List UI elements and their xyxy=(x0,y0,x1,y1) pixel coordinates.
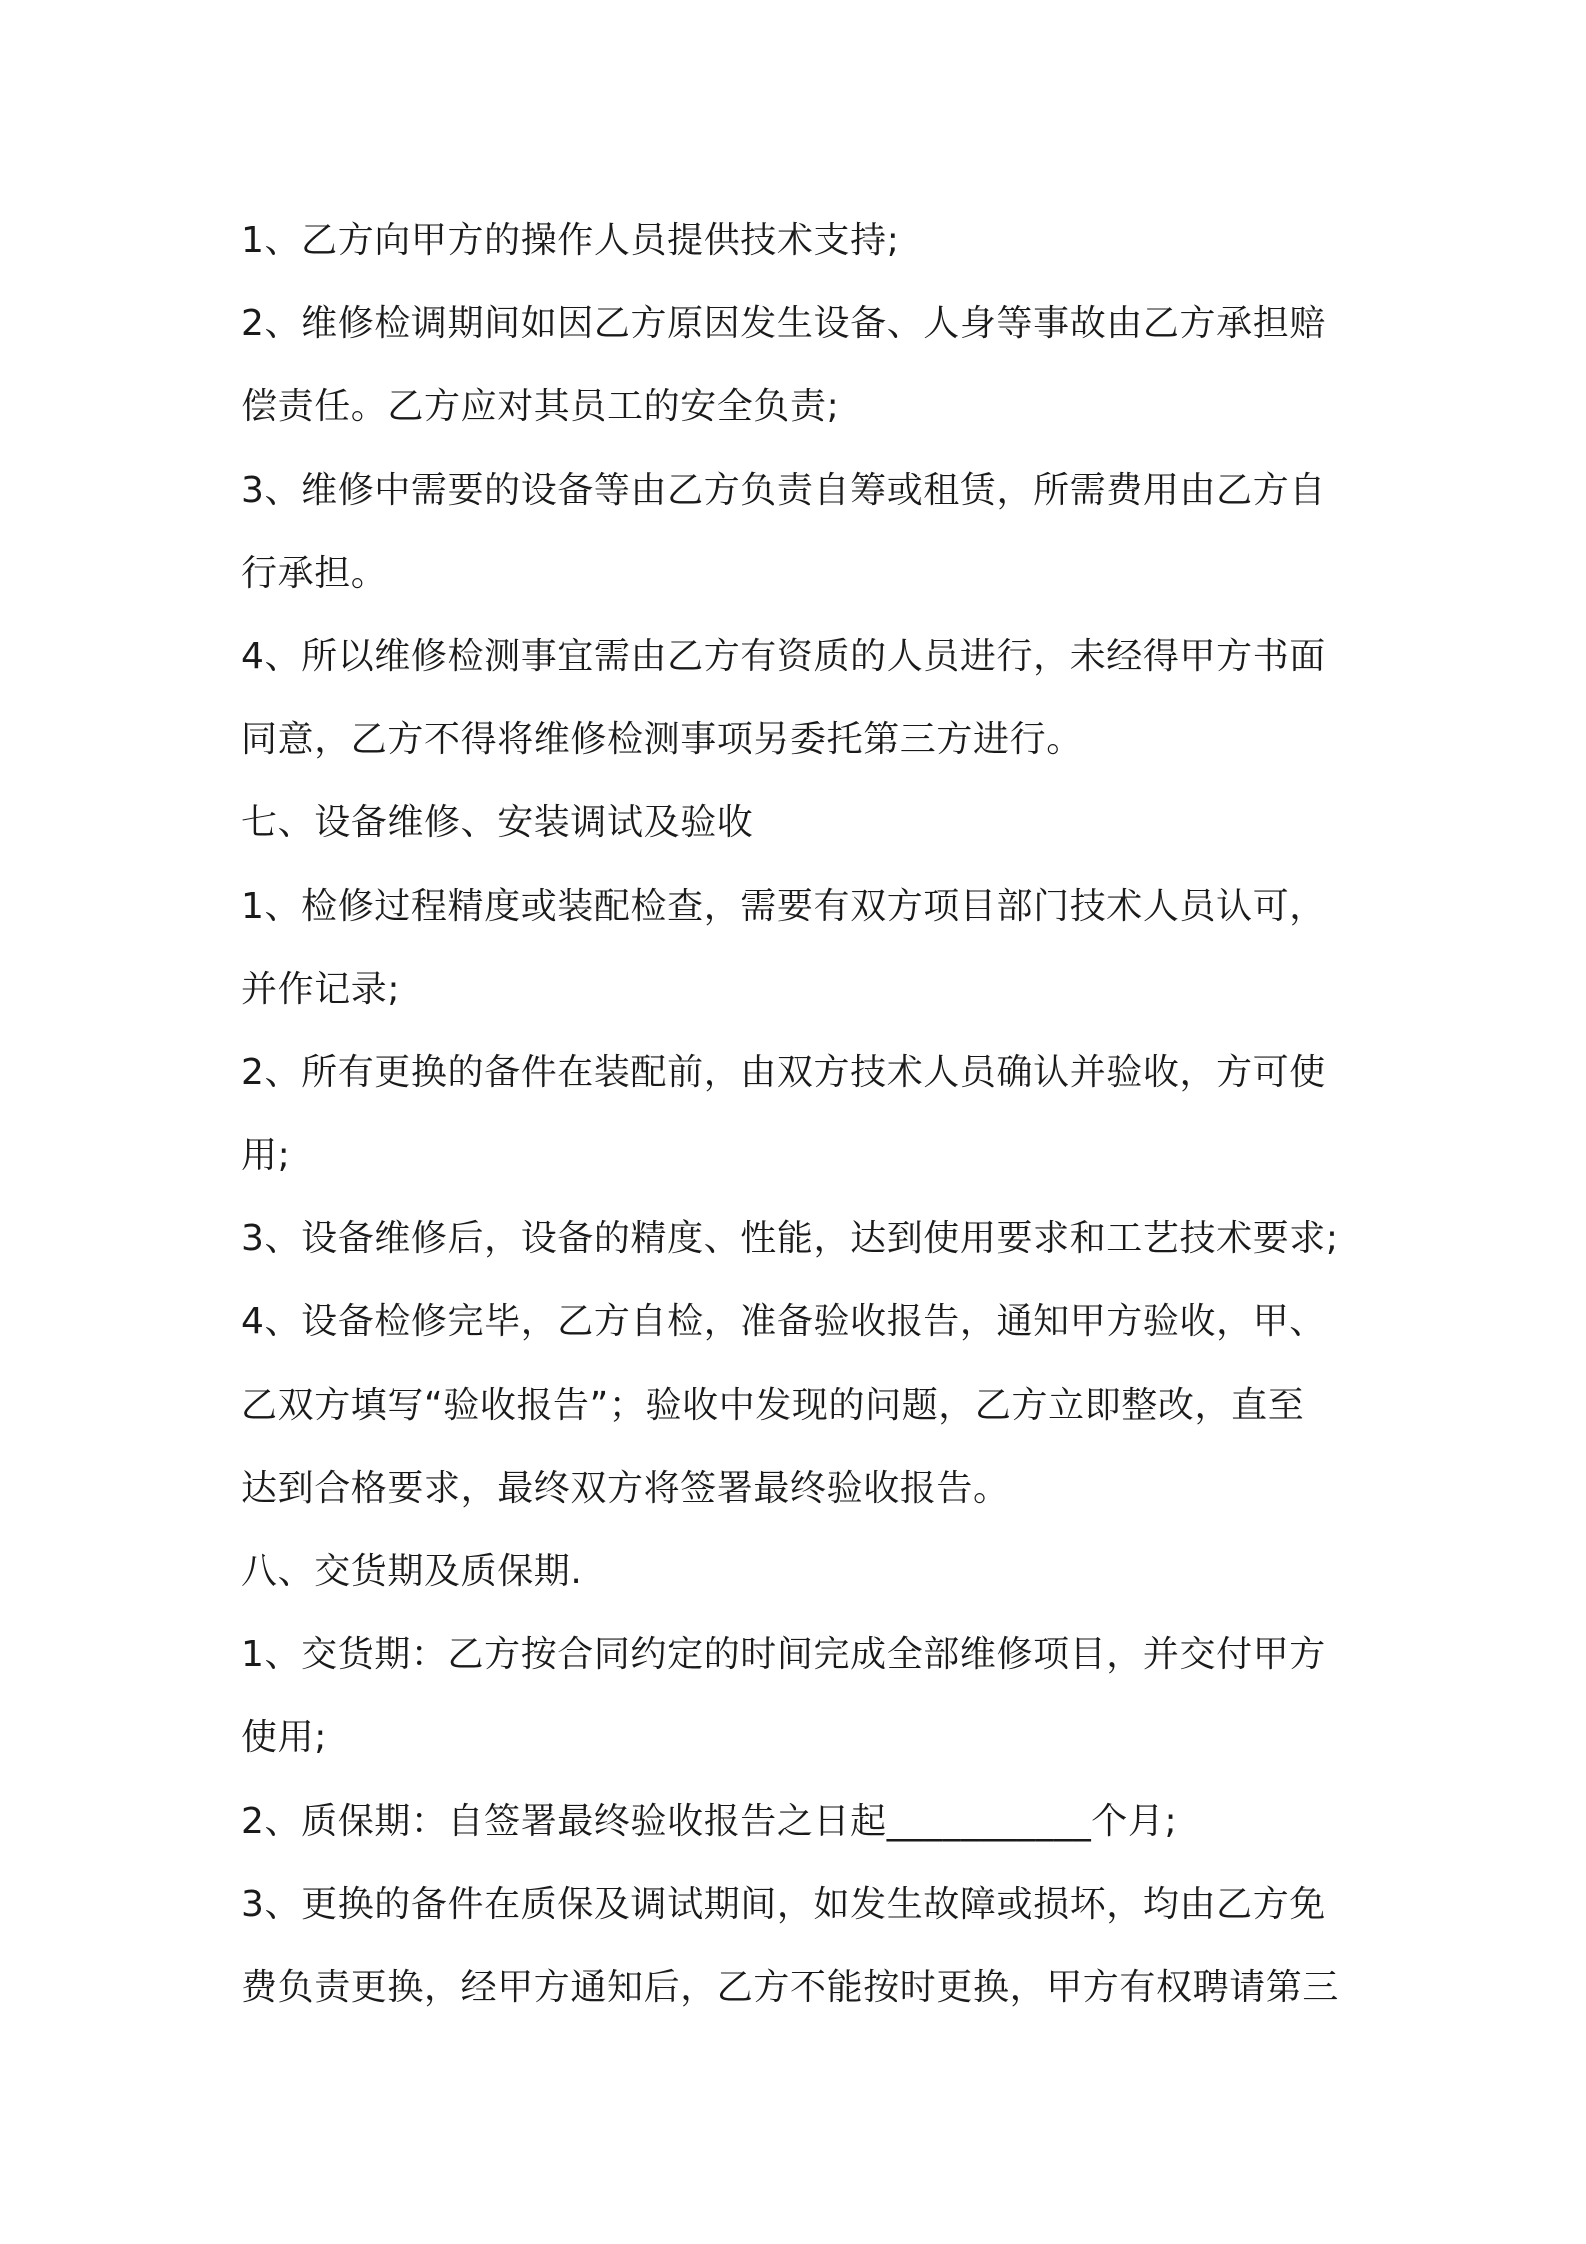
text-line: 用; xyxy=(241,1135,291,1177)
clause-8-item-1 xyxy=(241,1613,1371,1779)
text-line: 偿责任。乙方应对其员工的安全负责; xyxy=(241,386,840,428)
clause-6-item-1 xyxy=(241,199,1371,282)
clause-7-item-4 xyxy=(241,1280,1371,1530)
clause-7-item-1 xyxy=(241,865,1371,1031)
clause-8-item-3 xyxy=(241,1863,1371,2029)
text-line: 3、更换的备件在质保及调试期间，如发生故障或损坏，均由乙方免 xyxy=(241,1883,1326,1925)
text-line: 行承担。 xyxy=(241,552,388,594)
text-line: 乙双方填写“验收报告”；验收中发现的问题，乙方立即整改，直至 xyxy=(241,1384,1305,1426)
section-heading: 七、设备维修、安装调试及验收 xyxy=(241,802,754,844)
text-line: 4、设备检修完毕，乙方自检，准备验收报告，通知甲方验收，甲、 xyxy=(241,1301,1326,1343)
text-line: 2、质保期：自签署最终验收报告之日起___________个月; xyxy=(241,1800,1178,1842)
clause-7-item-3 xyxy=(241,1197,1371,1280)
text-line: 1、检修过程精度或装配检查，需要有双方项目部门技术人员认可， xyxy=(241,885,1326,927)
text-line: 并作记录; xyxy=(241,968,401,1010)
clause-6-item-2 xyxy=(241,282,1371,448)
text-line: 3、设备维修后，设备的精度、性能，达到使用要求和工艺技术要求; xyxy=(241,1218,1339,1260)
text-line: 2、维修检调期间如因乙方原因发生设备、人身等事故由乙方承担赔 xyxy=(241,303,1326,345)
text-line: 2、所有更换的备件在装配前，由双方技术人员确认并验收，方可使 xyxy=(241,1051,1326,1093)
clause-6-item-4 xyxy=(241,615,1371,781)
text-line: 1、交货期：乙方按合同约定的时间完成全部维修项目，并交付甲方 xyxy=(241,1634,1326,1676)
clause-8-item-2 xyxy=(241,1780,1371,1863)
text-line: 3、维修中需要的设备等由乙方负责自筹或租赁，所需费用由乙方自 xyxy=(241,469,1326,511)
text-line: 同意，乙方不得将维修检测事项另委托第三方进行。 xyxy=(241,719,1083,761)
clause-6-item-3 xyxy=(241,449,1371,615)
section-heading: 八、交货期及质保期. xyxy=(241,1551,583,1592)
text-line: 4、所以维修检测事宜需由乙方有资质的人员进行，未经得甲方书面 xyxy=(241,635,1326,677)
text-line: 达到合格要求，最终双方将签署最终验收报告。 xyxy=(241,1467,1010,1509)
section-7-heading xyxy=(241,781,1371,864)
text-line: 使用; xyxy=(241,1717,327,1759)
section-8-heading xyxy=(241,1530,1371,1613)
text-line: 费负责更换，经甲方通知后，乙方不能按时更换，甲方有权聘请第三 xyxy=(241,1966,1340,2008)
clause-7-item-2 xyxy=(241,1031,1371,1197)
document-body xyxy=(241,199,1371,2029)
text-line: 1、乙方向甲方的操作人员提供技术支持; xyxy=(241,220,900,261)
